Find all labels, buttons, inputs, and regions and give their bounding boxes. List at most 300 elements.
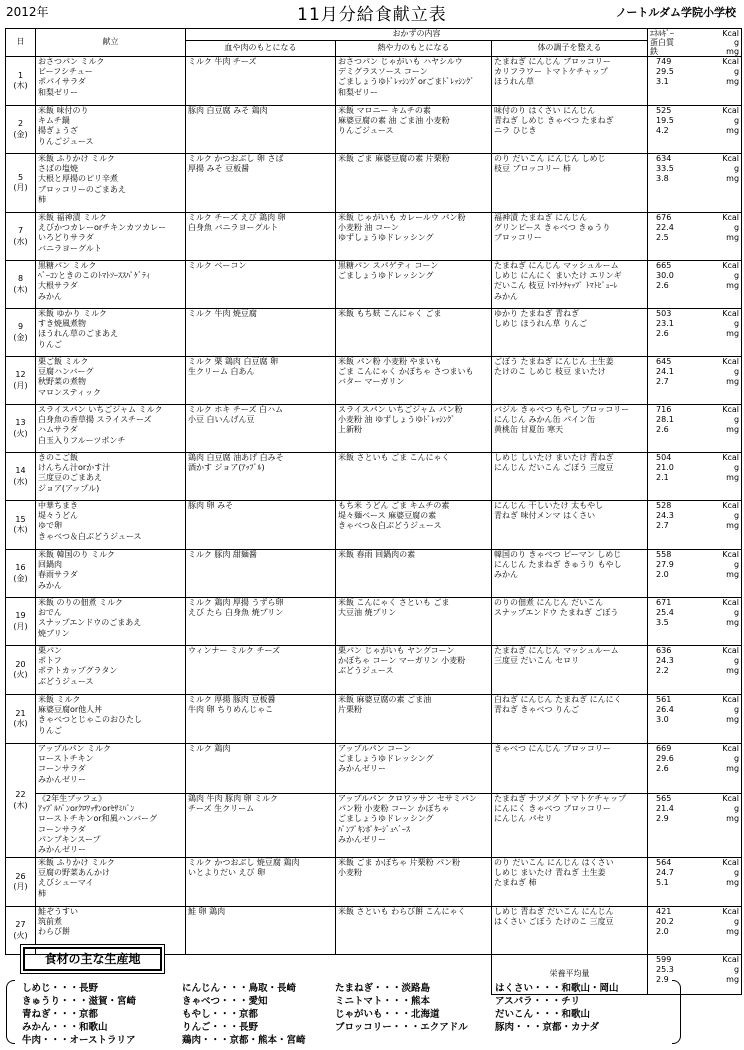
average-iron: 2.9 [656,975,669,985]
table-row [6,453,742,501]
col-okazu: おかずの内容 [186,29,648,41]
nut-iron-unit: mg [726,47,740,56]
nut-energy-label: ｴﾈﾙｷﾞｰ [650,29,675,38]
nutrition-iron: 4.2 [656,126,669,136]
day-of-week: (木) [13,81,28,90]
day-cell [6,550,36,598]
nutrition-protein: 26.4 [656,705,674,715]
day-of-week: (木) [13,284,28,294]
menu-cell: アップルパン ミルク ローストチキン コーンサラダ みかんゼリー [36,744,186,794]
date-number: 15 [15,514,26,524]
origins-col-3 [335,982,468,1034]
nutrition-values [648,261,742,309]
date-number: 14 [15,466,26,476]
nutrition-unit: mg [726,233,740,243]
nutrition-unit: Kcal [722,309,740,318]
date-number: 20 [15,659,26,669]
date-number: 13 [15,418,26,428]
nutrition-protein: 24.1 [656,367,674,377]
nutrition-protein: 30.0 [656,271,674,281]
red-group-cell: ウィンナー ミルク チーズ [186,646,336,695]
day-cell [6,695,36,744]
nutrition-unit: Kcal [722,213,740,222]
yellow-group-cell: もち米 うどん ごま キムチの素 堤々麺ベース 麻婆豆腐の素 きゃべつ＆白ぶどうジュース [336,501,492,550]
date-number: 26 [15,871,26,881]
nutrition-unit: mg [726,878,740,888]
day-cell [6,309,36,357]
nutrition-kcal: 525 [656,106,672,115]
menu-cell: 米飯 ふりかけ ミルク さばの塩焼 大根と厚揚のピリ辛煮 ブロッコリーのごまあえ 柿 [36,154,186,213]
origin-item: 牛肉・・・オーストラリア [22,1035,136,1046]
red-group-cell: ミルク ベーコン [186,261,336,309]
red-group-cell: ミルク かつおぶし 焼豆腐 鶏肉 いとよりだい えび 卵 [186,858,336,907]
nutrition-unit: Kcal [722,794,740,803]
nutrition-unit: Kcal [722,261,740,270]
green-group-cell: にんじん 干しいたけ 太もやし 青ねぎ 味付メンマ はくさい [492,501,648,550]
red-group-cell: ミルク 牛肉 焼豆腐 [186,309,336,357]
nutrition-unit: g [733,917,740,927]
menu-cell: おさつパン ミルク ビーフシチュー ポパイサラダ 和梨ゼリー [36,57,186,106]
red-group-cell: ミルク 豚肉 甜麺醤 [186,550,336,598]
origin-item: 豚肉・・・京都・カナダ [495,1022,600,1033]
page-title: 11月分給食献立表 [297,5,447,25]
date-number: 19 [15,611,26,621]
red-group-cell: ミルク 牛肉 チーズ [186,57,336,106]
day-of-week: (木) [13,525,28,534]
nutrition-unit: g [733,965,740,975]
origin-item: もやし・・・京都 [182,1009,259,1020]
green-group-cell: 白ねぎ にんじん たまねぎ にんにく 青ねぎ きゃべつ りんご [492,695,648,744]
nutrition-kcal: 565 [656,794,672,803]
menu-cell: 《2年生ブッフェ》 ｱｯﾌﾟﾙﾊﾟﾝorｸﾛﾜｯｻﾝorｾｻﾐﾊﾟﾝ ローストチキンor和風ハンバーグ コーンサラダ パンプキンスープ みかんゼリー [36,794,186,858]
table-row [6,501,742,550]
school-name: ノートルダム学院小学校 [615,6,736,19]
nutrition-unit: mg [726,521,740,531]
nutrition-protein: 29.5 [656,67,674,77]
origin-item: きゅうり・・・滋賀・宮崎 [22,996,137,1007]
col-nutrition [648,29,742,57]
nutrition-iron: 2.5 [656,233,669,243]
nutrition-unit: mg [726,425,740,435]
green-group-cell: のり だいこん にんじん しめじ 枝豆 ブロッコリー 柿 [492,154,648,213]
day-cell [6,154,36,213]
nutrition-iron: 2.6 [656,425,669,435]
table-row [6,695,742,744]
table-row [6,57,742,106]
nutrition-kcal: 676 [656,213,672,222]
day-cell [6,453,36,501]
red-group-cell: ミルク かつおぶし 卵 さば 厚揚 みそ 豆板醤 [186,154,336,213]
red-group-cell: ミルク 鶏肉 厚揚 うずら卵 えび たら 白身魚 焼プリン [186,598,336,646]
nutrition-unit: mg [726,715,740,725]
nutrition-unit: mg [726,473,740,483]
nutrition-kcal: 665 [656,261,672,270]
nutrition-iron: 2.7 [656,377,669,387]
nutrition-kcal: 564 [656,858,672,867]
nutrition-values [648,858,742,907]
nutrition-unit: g [733,415,740,425]
menu-cell: 栗パン ポトフ ポテトカップグラタン ぶどうジュース [36,646,186,695]
nutrition-protein: 20.2 [656,917,674,927]
col-day: 日 [6,29,36,57]
table-row [6,357,742,405]
date-number: 5 [17,172,24,182]
nut-protein-unit: g [733,38,740,47]
green-group-cell: しめじ 青ねぎ だいこん にんじん はくさい ごぼう たけのこ 三度豆 [492,907,648,955]
nutrition-kcal: 645 [656,357,672,366]
yellow-group-cell: 黒糖パン スパゲティ コーン ごましょうゆドレッシング [336,261,492,309]
nutrition-unit: g [733,463,740,473]
nutrition-kcal: 669 [656,744,672,753]
nutrition-values [648,57,742,106]
origin-item: りんご・・・長野 [182,1022,259,1033]
nutrition-values [648,501,742,550]
nutrition-iron: 2.0 [656,927,669,937]
nut-iron-label: 鉄 [650,47,659,56]
nutrition-iron: 3.5 [656,618,669,628]
menu-cell: 米飯 ふりかけ ミルク 豆腐の野菜あんかけ えびシューマイ 柿 [36,858,186,907]
menu-cell: 米飯 味付のり キムチ鍋 揚ぎょうざ りんごジュース [36,106,186,154]
nutrition-iron: 2.6 [656,281,669,291]
nutrition-unit: Kcal [722,106,740,115]
nutrition-unit: Kcal [722,695,740,704]
nutrition-unit: mg [726,77,740,87]
nutrition-protein: 19.5 [656,116,674,126]
nutrition-unit: g [733,656,740,666]
nutrition-protein: 25.4 [656,608,674,618]
table-row [6,309,742,357]
day-cell [6,598,36,646]
yellow-group-cell: 米飯 もち麸 こんにゃく ごま [336,309,492,357]
menu-cell: 中華ちまき 堤々うどん ゆで卵 きゃべつ＆白ぶどうジュース [36,501,186,550]
green-group-cell: ごぼう たまねぎ にんじん 土生姜 たけのこ しめじ 枝豆 まいたけ [492,357,648,405]
nutrition-unit: Kcal [722,598,740,607]
col-green: 体の調子を整える [492,41,648,57]
origins-title: 食材の主な生産地 [23,947,162,971]
nutrition-values [648,309,742,357]
green-group-cell: 韓国のり きゃべつ ピーマン しめじ にんじん たまねぎ きゅうり もやし みかん [492,550,648,598]
nutrition-kcal: 671 [656,598,672,607]
col-yellow: 熱や力のもとになる [336,41,492,57]
menu-cell: 米飯 のりの佃煮 ミルク おでん スナップエンドウのごまあえ 焼プリン [36,598,186,646]
nutrition-values [648,598,742,646]
day-cell [6,106,36,154]
nutrition-unit: g [733,804,740,814]
origin-item: たまねぎ・・・淡路島 [335,983,431,994]
table-row [6,794,742,858]
yellow-group-cell: 栗パン じゃがいも ヤングコーン かぼちゃ コーン マーガリン 小麦粉 ぶどうジュース [336,646,492,695]
nutrition-protein: 27.9 [656,560,674,570]
nutrition-kcal: 749 [656,57,672,66]
origins-col-2 [182,982,306,1047]
green-group-cell: バジル きゃべつ もやし ブロッコリー にんじん みかん缶 パイン缶 黄桃缶 甘夏缶 寒天 [492,405,648,453]
nutrition-values [648,794,742,858]
yellow-group-cell: スライスパン いちごジャム パン粉 小麦粉 油 ゆずしょうゆﾄﾞﾚｯｼﾝｸﾞ 上新粉 [336,405,492,453]
nutrition-iron: 2.0 [656,570,669,580]
nutrition-unit: mg [726,975,740,985]
nutrition-iron: 2.7 [656,521,669,531]
origin-item: きゃべつ・・・愛知 [182,996,268,1007]
yellow-group-cell: アップルパン コーン ごましょうゆドレッシング みかんゼリー [336,744,492,794]
nutrition-protein: 21.4 [656,804,674,814]
origin-item: 青ねぎ・・・京都 [22,1009,99,1020]
day-of-week: (火) [13,428,28,438]
nutrition-unit: Kcal [722,57,740,66]
date-number: 12 [15,370,26,380]
nutrition-iron: 3.8 [656,174,669,184]
day-cell [6,57,36,106]
date-number: 1 [17,70,24,80]
menu-cell: 栗ご飯 ミルク 豆腐ハンバーグ 秋野菜の煮物 マロンスティック [36,357,186,405]
day-of-week: (月) [13,380,28,390]
day-cell [6,213,36,261]
green-group-cell: しめじ しいたけ まいたけ 青ねぎ にんじん だいこん ごぼう 三度豆 [492,453,648,501]
menu-cell: 黒糖パン ミルク ﾍﾞｰｺﾝときのこのﾄﾏﾄｿｰｽｽﾊﾟｹﾞﾃｨ 大根サラダ みかん [36,261,186,309]
nutrition-unit: g [733,705,740,715]
nutrition-unit: g [733,511,740,521]
green-group-cell: 味付のり はくさい にんじん 青ねぎ しめじ きゃべつ たまねぎ ニラ ひじき [492,106,648,154]
origins-bracket-left [6,980,15,1044]
average-label: 栄養平均量 [492,955,648,995]
yellow-group-cell: 米飯 ごま 麻婆豆腐の素 片栗粉 [336,154,492,213]
day-of-week: (月) [13,621,28,631]
nutrition-values [648,357,742,405]
nutrition-unit: mg [726,666,740,676]
table-row [6,154,742,213]
nutrition-protein: 21.0 [656,463,674,473]
table-row [6,744,742,794]
red-group-cell: 鶏肉 牛肉 豚肉 卵 ミルク チーズ 生クリーム [186,794,336,858]
red-group-cell: 鶏肉 白豆腐 油あげ 白みそ 酒かす ジョア(ｱｯﾌﾟﾙ) [186,453,336,501]
nutrition-unit: Kcal [722,646,740,655]
nutrition-values [648,405,742,453]
year-label: 2012年 [6,5,49,19]
table-row [6,405,742,453]
nutrition-unit: Kcal [722,357,740,366]
nutrition-unit: mg [726,377,740,387]
date-number: 27 [15,920,26,930]
nutrition-values [648,550,742,598]
nutrition-unit: mg [726,329,740,339]
day-of-week: (月) [13,183,28,192]
nutrition-unit: Kcal [722,907,740,916]
nutrition-unit: Kcal [722,858,740,867]
nutrition-protein: 28.1 [656,415,674,425]
yellow-group-cell: 米飯 ごま かぼちゃ 片栗粉 パン粉 小麦粉 [336,858,492,907]
nutrition-iron: 2.6 [656,329,669,339]
day-of-week: (水) [13,719,28,728]
origin-item: だいこん・・・和歌山 [495,1009,591,1020]
nutrition-kcal: 716 [656,405,672,414]
nutrition-iron: 2.9 [656,814,669,824]
yellow-group-cell: 米飯 パン粉 小麦粉 やまいも ごま こんにゃく かぼちゃ さつまいも バター マーガリン [336,357,492,405]
nutrition-iron: 2.6 [656,764,669,774]
date-number: 8 [17,274,24,284]
average-protein: 25.3 [656,965,674,975]
nutrition-unit: Kcal [722,501,740,510]
nutrition-unit: g [733,116,740,126]
yellow-group-cell: 米飯 麻婆豆腐の素 ごま油 片栗粉 [336,695,492,744]
nut-protein-label: 蛋白質 [650,38,675,47]
nutrition-unit: g [733,223,740,233]
day-of-week: (水) [13,236,28,246]
nutrition-unit: g [733,560,740,570]
nutrition-unit: mg [726,814,740,824]
date-number: 9 [17,322,24,332]
day-cell [6,501,36,550]
origin-item: ミニトマト・・・熊本 [335,996,431,1007]
menu-cell: きのこご飯 けんちん汁orかす汁 三度豆のごまあえ ジョア(アップル) [36,453,186,501]
nutrition-protein: 24.3 [656,656,674,666]
menu-cell: 米飯 ミルク 麻婆豆腐or他人丼 きゃべつとじゃこのおひたし りんご [36,695,186,744]
nut-energy-unit: Kcal [722,29,740,38]
red-group-cell: 豚肉 卵 みそ [186,501,336,550]
day-cell [6,858,36,907]
date-number: 22 [15,790,26,800]
day-of-week: (金) [13,573,28,583]
origin-item: はくさい・・・和歌山・岡山 [495,983,619,994]
nutrition-kcal: 503 [656,309,672,318]
yellow-group-cell: 米飯 マロニー キムチの素 麻婆豆腐の素 油 ごま油 小麦粉 りんごジュース [336,106,492,154]
red-group-cell: 豚肉 白豆腐 みそ 鶏肉 [186,106,336,154]
origin-item: 鶏肉・・・京都・熊本・宮崎 [182,1035,306,1046]
green-group-cell: のりの佃煮 にんじん だいこん スナップエンドウ たまねぎ ごぼう [492,598,648,646]
nutrition-unit: g [733,754,740,764]
yellow-group-cell: 米飯 さといも ごま こんにゃく [336,453,492,501]
green-group-cell: ゆかり たまねぎ 青ねぎ しめじ ほうれん草 りんご [492,309,648,357]
nutrition-protein: 23.1 [656,319,674,329]
nutrition-protein: 24.7 [656,868,674,878]
origins-bracket-right [672,980,681,1044]
table-row [6,550,742,598]
day-of-week: (金) [13,129,28,139]
day-of-week: (火) [13,670,28,679]
origin-item: にんじん・・・鳥取・長崎 [182,983,297,994]
origin-item: じゃがいも・・・北海道 [335,1009,440,1020]
menu-cell: 米飯 ゆかり ミルク すき焼風煮物 ほうれん草のごまあえ りんご [36,309,186,357]
origin-item: しめじ・・・長野 [22,983,99,994]
menu-cell: 米飯 韓国のり ミルク 回鍋肉 春雨サラダ みかん [36,550,186,598]
red-group-cell: ミルク チーズ えび 鶏肉 卵 白身魚 バニラヨーグルト [186,213,336,261]
origin-item: ブロッコリー・・・エクアドル [335,1022,468,1033]
page-header [0,0,744,25]
nutrition-unit: mg [726,927,740,937]
nutrition-protein: 33.5 [656,164,674,174]
nutrition-unit: g [733,164,740,174]
nutrition-iron: 2.1 [656,473,669,483]
nutrition-unit: mg [726,174,740,184]
nutrition-kcal: 528 [656,501,672,510]
nutrition-iron: 5.1 [656,878,669,888]
nutrition-unit: Kcal [722,405,740,414]
yellow-group-cell: アップルパン クロワッサン セサミパン パン粉 小麦粉 コーン かぼちゃ ごましょうゆドレッシング ﾊﾟﾝﾌﾟｷﾝﾎﾟﾀｰｼﾞｭﾍﾞｰｽ みかんゼリー [336,794,492,858]
nutrition-unit: mg [726,281,740,291]
nutrition-iron: 2.2 [656,666,669,676]
menu-cell: 米飯 福神漬 ミルク えびかつカレーorチキンカツカレー いろどりサラダ バニラヨーグルト [36,213,186,261]
nutrition-unit: Kcal [722,955,740,964]
nutrition-values [648,213,742,261]
nutrition-values [648,907,742,955]
origins-col-4 [495,982,619,1034]
average-kcal: 599 [656,955,672,964]
day-of-week: (金) [13,332,28,342]
date-number: 16 [15,563,26,573]
nutrition-unit: g [733,271,740,281]
nutrition-kcal: 561 [656,695,672,704]
origins-col-1 [22,982,136,1047]
day-of-week: (木) [13,800,28,810]
day-of-week: (火) [13,930,28,940]
green-group-cell: きゃべつ にんじん ブロッコリー [492,744,648,794]
green-group-cell: のり だいこん にんじん はくさい しめじ まいたけ 青ねぎ 土生姜 たまねぎ 柿 [492,858,648,907]
nutrition-unit: mg [726,618,740,628]
table-row [6,858,742,907]
green-group-cell: たまねぎ ナツメグ トマトケチャップ にんにく きゃべつ ブロッコリー にんじん パセリ [492,794,648,858]
day-cell [6,357,36,405]
nutrition-iron: 3.1 [656,77,669,87]
nutrition-values [648,744,742,794]
menu-table [5,28,742,995]
day-cell [6,744,36,858]
nutrition-unit: mg [726,764,740,774]
nutrition-kcal: 558 [656,550,672,559]
red-group-cell: 鮭 卵 鶏肉 [186,907,336,955]
average-values [648,955,742,995]
nutrition-protein: 22.4 [656,223,674,233]
green-group-cell: たまねぎ にんじん マッシュルーム しめじ にんにく まいたけ エリンギ だいこん 枝豆 ﾄﾏﾄｹﾁｬｯﾌﾟ ﾄﾏﾄﾋﾟｭｰﾚ みかん [492,261,648,309]
menu-cell: スライスパン いちごジャム ミルク 白身魚の香草揚 スライスチーズ ハムサラダ 白玉入りフルーツポンチ [36,405,186,453]
nutrition-kcal: 421 [656,907,672,916]
day-cell [6,405,36,453]
col-red: 血や肉のもとになる [186,41,336,57]
yellow-group-cell: おさつパン じゃがいも ハヤシルウ デミグラスソース コーン ごましょうゆﾄﾞﾚｯｼﾝｸﾞorごまﾄﾞﾚｯｼﾝｸﾞ 和梨ゼリー [336,57,492,106]
yellow-group-cell: 米飯 さといも わらび餅 こんにゃく [336,907,492,955]
date-number: 7 [17,226,24,236]
table-row [6,646,742,695]
yellow-group-cell: 米飯 こんにゃく さといも ごま 大豆油 焼プリン [336,598,492,646]
green-group-cell: たまねぎ にんじん マッシュルーム 三度豆 だいこん セロリ [492,646,648,695]
nutrition-unit: g [733,67,740,77]
day-of-week: (月) [13,882,28,891]
nutrition-iron: 3.0 [656,715,669,725]
red-group-cell: ミルク 厚揚 豚肉 豆板醤 牛肉 卵 ちりめんじゃこ [186,695,336,744]
nutrition-kcal: 504 [656,453,672,462]
yellow-group-cell: 米飯 春雨 回鍋肉の素 [336,550,492,598]
green-group-cell: 福神漬 たまねぎ にんじん グリンピース きゃべつ きゅうり ブロッコリー [492,213,648,261]
red-group-cell: ミルク ホキ チーズ 白ハム 小豆 白いんげん豆 [186,405,336,453]
nutrition-unit: Kcal [722,550,740,559]
yellow-group-cell: 米飯 じゃがいも カレールウ パン粉 小麦粉 油 コーン ゆずしょうゆドレッシング [336,213,492,261]
nutrition-unit: g [733,868,740,878]
nutrition-unit: Kcal [722,744,740,753]
table-row [6,106,742,154]
day-of-week: (水) [13,476,28,486]
red-group-cell: ミルク 栗 鶏肉 白豆腐 卵 生クリーム 白あん [186,357,336,405]
col-menu: 献立 [36,29,186,57]
nutrition-values [648,695,742,744]
origin-item: みかん・・・和歌山 [22,1022,108,1033]
date-number: 2 [17,119,24,129]
nutrition-values [648,154,742,213]
nutrition-unit: g [733,319,740,329]
nutrition-unit: mg [726,126,740,136]
table-row [6,261,742,309]
nutrition-kcal: 634 [656,154,672,163]
nutrition-unit: Kcal [722,154,740,163]
nutrition-unit: g [733,608,740,618]
nutrition-values [648,453,742,501]
red-group-cell: ミルク 鶏肉 [186,744,336,794]
